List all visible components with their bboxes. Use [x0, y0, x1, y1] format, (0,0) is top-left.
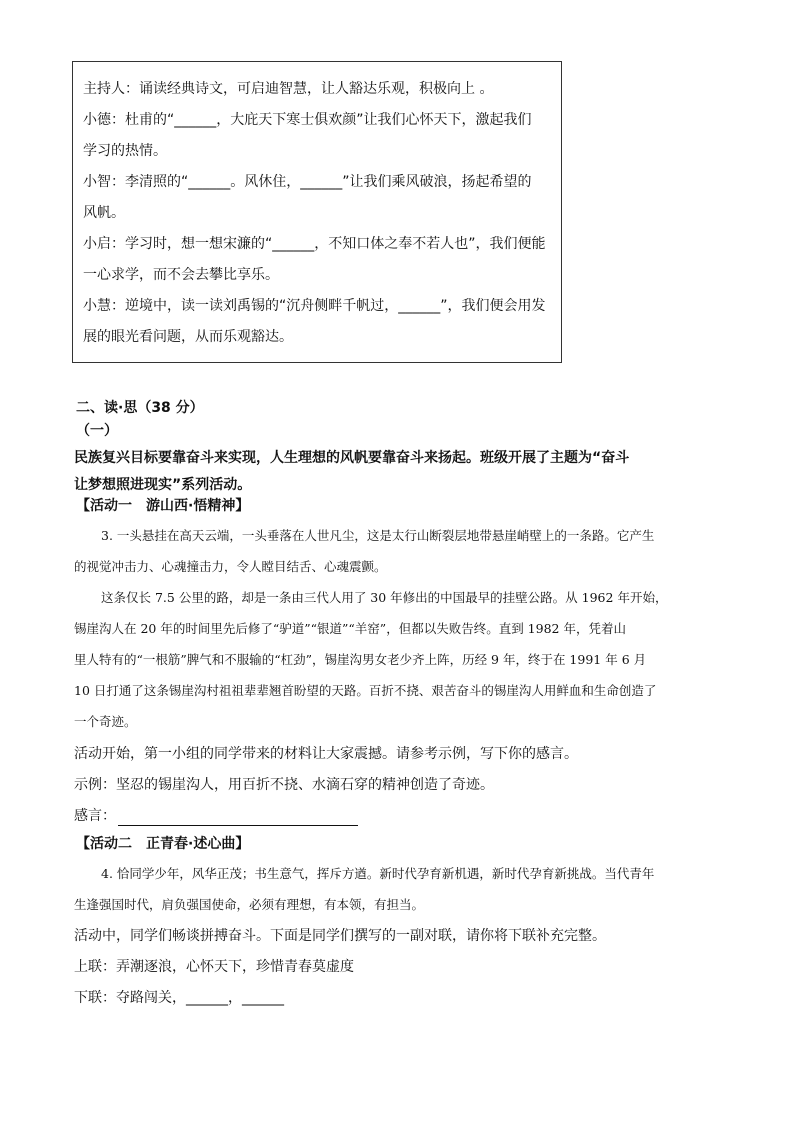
- section-subtitle: （一）: [76, 423, 118, 439]
- box-line: 小智：李清照的“______。风休住，______”让我们乘风破浪，扬起希望的: [83, 174, 532, 190]
- box-line: 展的眼光看问题，从而乐观豁达。: [83, 329, 293, 345]
- activity1-passage: [74, 520, 724, 737]
- section-intro: [74, 443, 724, 501]
- answer-label: 感言：: [74, 808, 116, 824]
- answer-line: [74, 806, 358, 826]
- passage-line: 这条仅长 7.5 公里的路，却是一条由三代人用了 30 年修出的中国最早的挂壁公路。从 1962 年开始，: [101, 590, 668, 605]
- intro-line: 让梦想照进现实”系列活动。: [74, 477, 252, 493]
- box-line: 一心求学，而不会去攀比享乐。: [83, 267, 279, 283]
- box-line: 小慧：逆境中，读一读刘禹锡的“沉舟侧畔千帆过，______”，我们便会用发: [83, 298, 546, 314]
- activity2-title: 【活动二 正青春·述心曲】: [76, 836, 250, 852]
- dialogue-box: [72, 61, 562, 363]
- passage-line: 3. 一头悬挂在高天云端，一头垂落在人世凡尘，这是太行山断裂层地带悬崖峭壁上的一条路。它产生: [101, 528, 655, 543]
- section-title: 二、读·思（38 分）: [76, 400, 204, 416]
- activity1-prompt: 活动开始，第一小组的同学带来的材料让大家震撼。请参考示例，写下你的感言。: [74, 746, 578, 762]
- passage-line: 4. 恰同学少年，风华正茂；书生意气，挥斥方遒。新时代孕育新机遇，新时代孕育新挑战。当代青年: [101, 866, 655, 881]
- passage-line: 的视觉冲击力、心魂撞击力，令人瞠目结舌、心魂震颤。: [74, 559, 387, 574]
- passage-line: 锡崖沟人在 20 年的时间里先后修了“驴道”“银道”“羊窑”，但都以失败告终。直到 1982 年，凭着山: [74, 621, 626, 636]
- activity2-passage: [74, 858, 724, 920]
- couplet-lower: 下联：夺路闯关，______，______: [74, 990, 284, 1006]
- box-line: 小德：杜甫的“______，大庇天下寒士俱欢颜”让我们心怀天下，激起我们: [83, 112, 532, 128]
- couplet-upper: 上联：弄潮逐浪，心怀天下，珍惜青春莫虚度: [74, 959, 354, 975]
- activity1-example: 示例：坚忍的锡崖沟人，用百折不挠、水滴石穿的精神创造了奇迹。: [74, 777, 494, 793]
- box-line: 小启：学习时，想一想宋濂的“______，不知口体之奉不若人也”，我们便能: [83, 236, 546, 252]
- activity2-prompt: 活动中，同学们畅谈拼搏奋斗。下面是同学们撰写的一副对联，请你将下联补充完整。: [74, 928, 606, 944]
- intro-line: 民族复兴目标要靠奋斗来实现，人生理想的风帆要靠奋斗来扬起。班级开展了主题为“奋斗: [74, 450, 630, 466]
- passage-line: 生逢强国时代，肩负强国使命，必须有理想，有本领，有担当。: [74, 897, 425, 912]
- passage-line: 一个奇迹。: [74, 714, 137, 729]
- activity1-title: 【活动一 游山西·悟精神】: [76, 498, 250, 514]
- passage-line: 里人特有的“一根筋”脾气和不服输的“杠劲”，锡崖沟男女老少齐上阵，历经 9 年，终于在 1991 年 6 月: [74, 652, 647, 667]
- box-line: 风帆。: [83, 205, 125, 221]
- answer-field[interactable]: [118, 809, 358, 826]
- passage-line: 10 日打通了这条锡崖沟村祖祖辈辈翘首盼望的天路。百折不挠、艰苦奋斗的锡崖沟人用鲜血和生命创造了: [74, 683, 657, 698]
- box-line: 主持人：诵读经典诗文，可启迪智慧，让人豁达乐观，积极向上 。: [83, 81, 494, 97]
- box-line: 学习的热情。: [83, 143, 167, 159]
